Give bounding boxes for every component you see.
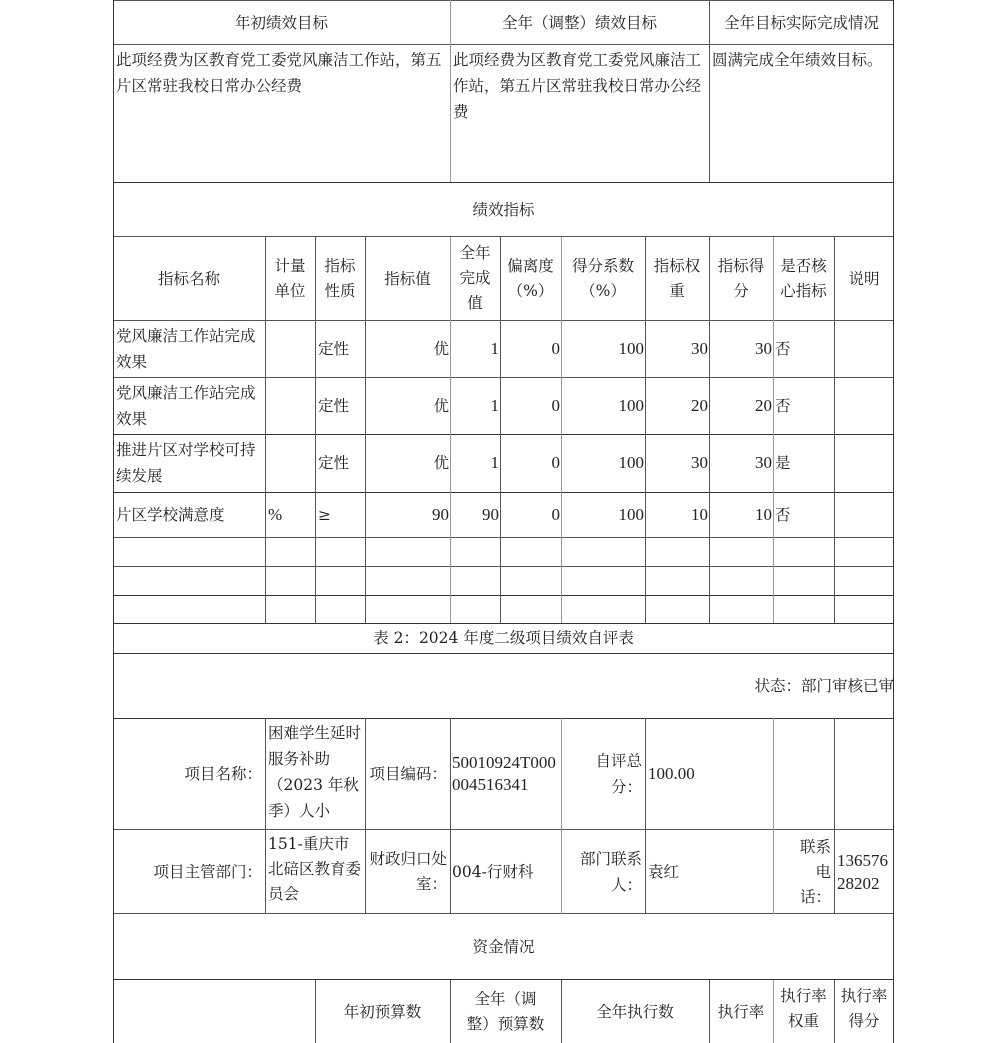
grid-line xyxy=(113,377,894,378)
self-score-label: 自评总分： xyxy=(595,752,642,796)
table2-status: 状态：部门审核已审 xyxy=(754,676,894,695)
grid-line xyxy=(709,980,710,1043)
indicator-name: 党风廉洁工作站完成效果 xyxy=(116,326,256,371)
indicator-deviation: 0 xyxy=(551,453,560,472)
col-header-name: 指标名称 xyxy=(157,269,220,288)
indicator-weight: 20 xyxy=(691,395,708,415)
col-header-target: 指标值 xyxy=(384,269,431,288)
grid-line xyxy=(773,980,774,1043)
indicator-score: 30 xyxy=(755,453,772,472)
grid-line xyxy=(709,237,710,623)
indicator-core: 否 xyxy=(775,339,791,358)
indicator-core: 否 xyxy=(775,505,791,524)
funds-col-execution-rate: 执行率 xyxy=(717,1002,765,1021)
grid-line xyxy=(773,718,774,914)
funds-col-executed: 全年执行数 xyxy=(596,1002,674,1021)
col-header-coefficient: 得分系数（%） xyxy=(571,256,634,300)
indicator-deviation: 0 xyxy=(551,338,560,358)
grid-line xyxy=(113,718,894,719)
indicator-nature: ≥ xyxy=(318,505,331,524)
project-code-label: 项目编码： xyxy=(369,765,447,783)
grid-line xyxy=(265,237,266,623)
phone-value: 13657628202 xyxy=(837,851,888,893)
col-header-deviation: 偏离度（%） xyxy=(507,256,554,300)
adjusted-goal-text: 此项经费为区教育党工委党风廉洁工作站，第五片区常驻我校日常办公经费 xyxy=(453,51,702,121)
indicator-score: 30 xyxy=(755,338,772,358)
grid-line xyxy=(113,492,894,493)
indicator-weight: 30 xyxy=(691,338,708,358)
indicator-weight: 10 xyxy=(691,504,708,524)
grid-line xyxy=(561,980,562,1043)
header-initial-goal: 年初绩效目标 xyxy=(234,13,328,32)
funds-section-title: 资金情况 xyxy=(472,938,535,956)
grid-line xyxy=(113,434,894,435)
indicator-note xyxy=(834,320,894,377)
grid-line xyxy=(113,829,894,830)
grid-line xyxy=(365,237,366,623)
funds-col-initial-budget: 年初预算数 xyxy=(343,1002,422,1021)
grid-line xyxy=(450,980,451,1043)
grid-line xyxy=(315,237,316,623)
indicator-core: 是 xyxy=(775,454,791,472)
grid-line xyxy=(113,913,894,914)
indicator-target: 优 xyxy=(433,339,449,358)
indicator-name: 片区学校满意度 xyxy=(116,505,225,524)
grid-line xyxy=(113,0,894,1)
indicator-coefficient: 100 xyxy=(618,453,644,472)
project-name-value: 困难学生延时服务补助（2023 年秋季）人小 xyxy=(268,724,362,820)
grid-line xyxy=(265,718,266,914)
indicator-target: 优 xyxy=(433,396,449,415)
grid-line xyxy=(834,980,835,1043)
grid-line xyxy=(834,237,835,623)
grid-line xyxy=(561,237,562,623)
col-header-note: 说明 xyxy=(848,269,880,288)
actual-completion-text: 圆满完成全年绩效目标。 xyxy=(712,51,883,69)
indicator-deviation: 0 xyxy=(551,395,560,415)
self-score-value: 100.00 xyxy=(648,764,695,783)
grid-line xyxy=(113,623,894,624)
initial-goal-text: 此项经费为区教育党工委党风廉洁工作站，第五片区常驻我校日常办公经费 xyxy=(116,51,442,95)
indicator-coefficient: 100 xyxy=(618,395,644,415)
indicator-unit xyxy=(265,320,315,377)
project-code-value: 50010924T000004516341 xyxy=(452,753,556,794)
indicator-target: 优 xyxy=(433,454,449,472)
contact-label: 部门联系人： xyxy=(579,850,642,894)
finance-office-value: 004-行财科 xyxy=(452,863,534,881)
indicator-note xyxy=(834,377,894,434)
contact-value: 袁红 xyxy=(648,863,680,881)
indicator-note xyxy=(834,434,894,492)
grid-line xyxy=(113,979,894,980)
grid-line xyxy=(113,537,894,538)
indicator-nature: 定性 xyxy=(318,454,350,472)
grid-line xyxy=(709,0,710,182)
indicator-score: 20 xyxy=(755,395,772,415)
grid-line xyxy=(113,0,114,1043)
col-header-core: 是否核心指标 xyxy=(780,256,827,300)
indicator-actual: 1 xyxy=(490,395,499,415)
indicator-coefficient: 100 xyxy=(618,338,644,358)
indicator-name: 党风廉洁工作站完成效果 xyxy=(116,383,256,428)
indicator-core: 否 xyxy=(775,396,791,415)
indicator-name: 推进片区对学校可持续发展 xyxy=(116,441,256,485)
table2-title: 表 2：2024 年度二级项目绩效自评表 xyxy=(373,629,634,647)
grid-line xyxy=(113,566,894,567)
indicator-unit xyxy=(265,434,315,492)
indicator-coefficient: 100 xyxy=(618,504,644,524)
indicator-weight: 30 xyxy=(691,453,708,472)
grid-line xyxy=(773,237,774,623)
project-name-label: 项目名称： xyxy=(184,765,262,783)
grid-line xyxy=(500,237,501,623)
indicators-section-title: 绩效指标 xyxy=(472,200,535,219)
indicator-unit: % xyxy=(268,504,283,524)
funds-col-rate-score: 执行率得分 xyxy=(840,987,888,1030)
funds-col-rate-weight: 执行率权重 xyxy=(780,987,827,1030)
grid-line xyxy=(450,237,451,623)
funds-col-adjusted-budget: 全年（调整）预算数 xyxy=(466,989,545,1033)
grid-line xyxy=(834,718,835,914)
dept-value: 151-重庆市北碚区教育委员会 xyxy=(268,835,362,903)
indicator-actual: 1 xyxy=(490,338,499,358)
indicator-note xyxy=(834,492,894,537)
indicator-actual: 1 xyxy=(490,453,499,472)
col-header-nature: 指标性质 xyxy=(324,256,356,300)
col-header-actual: 全年完成值 xyxy=(459,244,491,312)
grid-line xyxy=(645,718,646,914)
grid-line xyxy=(450,718,451,914)
indicator-actual: 90 xyxy=(482,504,499,524)
grid-line xyxy=(113,182,894,183)
header-adjusted-goal: 全年（调整）绩效目标 xyxy=(501,13,657,32)
col-header-weight: 指标权重 xyxy=(653,256,701,300)
header-actual-completion: 全年目标实际完成情况 xyxy=(723,13,879,32)
phone-label: 联系电话： xyxy=(799,837,831,906)
grid-line xyxy=(365,718,366,914)
finance-office-label: 财政归口处室： xyxy=(369,850,447,893)
dept-label: 项目主管部门： xyxy=(153,863,262,881)
grid-line xyxy=(645,237,646,623)
grid-line xyxy=(561,718,562,914)
grid-line xyxy=(113,595,894,596)
indicator-deviation: 0 xyxy=(551,504,560,524)
grid-line xyxy=(113,653,894,654)
indicator-nature: 定性 xyxy=(318,396,350,415)
col-header-unit: 计量单位 xyxy=(274,256,306,300)
grid-line xyxy=(113,236,894,237)
grid-line xyxy=(113,320,894,321)
indicator-nature: 定性 xyxy=(318,339,350,358)
indicator-score: 10 xyxy=(755,504,772,524)
grid-line xyxy=(113,44,894,45)
grid-line xyxy=(893,0,894,1043)
indicator-target: 90 xyxy=(432,504,449,524)
grid-line xyxy=(450,0,451,182)
indicator-unit xyxy=(265,377,315,434)
grid-line xyxy=(315,980,316,1043)
col-header-score: 指标得分 xyxy=(717,256,765,300)
